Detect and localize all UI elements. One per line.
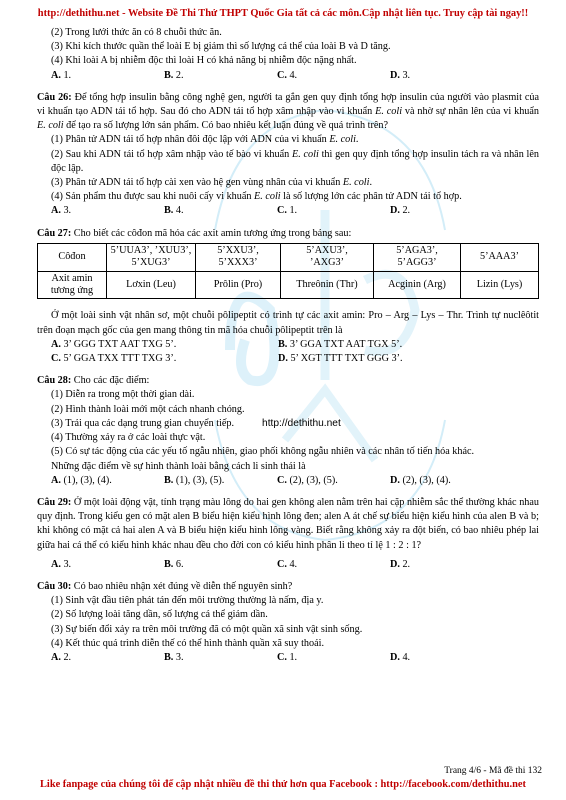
option-c[interactable]: C. 1. — [277, 651, 298, 663]
option-c[interactable]: C. 4. — [277, 69, 298, 81]
option-d[interactable]: D. 5’ XGT TTT TXT GGG 3’. — [278, 353, 403, 365]
question-26-item-1: (1) Phân tử ADN tái tổ hợp nhân đôi độc lập với ADN của vi khuẩn E. coli. — [51, 134, 359, 146]
option-b[interactable]: B. 4. — [164, 205, 184, 217]
question-26-stem: Câu 26: Để tổng hợp insulin bằng công nghệ gen, người ta gắn gen quy định tổng hợp insulin của người vào plasmit của vi khuẩn tạo ADN tái tổ hợp. Sau đó cho ADN tái tổ hợp xâm nhập vào vi khuẩn E. coli và nhờ sự nhân lên của vi khuẩn E. coli để tạo ra số lượng lớn sản phẩm. Có bao nhiêu kết luận đúng về quá trình trên? — [37, 91, 540, 132]
question-27-stem: Câu 27: Cho biết các côđon mã hóa các axit amin tương ứng trong bảng sau: — [37, 227, 352, 239]
option-a[interactable]: A. 3’ GGG TXT AAT TXG 5’. — [51, 338, 177, 350]
question-26-item-4: (4) Sản phẩm thu được sau khi nuôi cấy vi khuẩn E. coli là số lượng lớn các phân tử ADN tái tổ hợp. — [51, 191, 462, 203]
option-d[interactable]: D. 2. — [390, 205, 411, 217]
facebook-footer-link[interactable]: Like fanpage của chúng tôi để cập nhật nhiều đề thi thử hơn qua Facebook : http://facebook.com/dethithu.net — [40, 779, 526, 790]
option-a[interactable]: A. 1. — [51, 69, 72, 81]
codon-header: Côđon — [38, 243, 107, 271]
site-link[interactable]: http://dethithu.net — [262, 417, 341, 429]
exam-page-content — [37, 26, 539, 665]
question-30-item-3: (3) Sự biến đổi xảy ra trên môi trường đã có một quần xã sinh vật sinh sống. — [51, 623, 363, 635]
codon-cell: 5’AAA3’ — [461, 243, 539, 271]
question-28-item-2: (2) Hình thành loài mới một cách nhanh chóng. — [51, 403, 245, 415]
option-d[interactable]: D. (2), (3), (4). — [390, 474, 451, 486]
amino-acid-header: Axit amin tương ứng — [38, 271, 107, 299]
amino-acid-cell: Lizin (Lys) — [461, 271, 539, 299]
question-26-options — [37, 204, 539, 218]
amino-acid-cell: Prôlin (Pro) — [196, 271, 281, 299]
codon-cell: 5’XXU3’, 5’XXX3’ — [196, 243, 281, 271]
codon-row — [38, 243, 539, 271]
amino-acid-row — [38, 271, 539, 299]
codon-table — [37, 243, 539, 300]
question-28-item-1: (1) Diễn ra trong một thời gian dài. — [51, 389, 195, 401]
amino-acid-cell: Acginin (Arg) — [374, 271, 461, 299]
question-30-item-1: (1) Sinh vật đầu tiên phát tán đến môi trường thường là nấm, địa y. — [51, 595, 324, 607]
page-number: Trang 4/6 - Mã đề thi 132 — [444, 766, 542, 776]
question-27-options — [37, 338, 539, 366]
option-d[interactable]: D. 4. — [390, 651, 411, 663]
question-30-item-2: (2) Số lượng loài tăng dần, số lượng cá thể giảm dần. — [51, 609, 268, 621]
prev-question-item-2: (2) Trong lưới thức ăn có 8 chuỗi thức ăn. — [51, 27, 222, 38]
question-30-stem: Câu 30: Có bao nhiêu nhận xét đúng về diễn thế nguyên sinh? — [37, 580, 293, 592]
question-29-options — [37, 558, 539, 572]
codon-cell: 5’AXU3’, ’AXG3’ — [281, 243, 374, 271]
question-28-item-4: (4) Thường xảy ra ở các loài thực vật. — [51, 432, 206, 444]
question-28-conclusion: Những đặc điểm về sự hình thành loài bằng cách li sinh thái là — [51, 460, 306, 472]
question-27-paragraph: Ở một loài sinh vật nhân sơ, một chuỗi pôlipeptit có trình tự các axit amin: Pro – Arg – Lys – Thr. Trình tự nuclêôtit trên đoạn mạch gốc của gen mang thông tin mã hóa chuỗi pôlipeptit trên là — [37, 310, 539, 336]
option-b[interactable]: B. (1), (3), (5). — [164, 474, 225, 486]
option-c[interactable]: C. 5’ GGA TXX TTT TXG 3’. — [51, 353, 177, 365]
question-28-stem: Câu 28: Cho các đặc điểm: — [37, 375, 150, 387]
question-29-stem: Câu 29: Ở một loài động vật, tính trạng màu lông do hai gen không alen nằm trên hai cặp nhiễm sắc thể thường khác nhau quy định. Trong kiểu gen có mặt alen B biểu hiện kiểu hình lông đen; alen A át chế sự biểu hiện kiểu hình của alen B và b; khi không có mặt cả hai alen A và B biểu hiện kiểu hình lông vàng. Biết rằng không xảy ra đột biến, có bao nhiêu phép lai giữa hai cá thể có kiểu hình khác nhau đều cho đời con có kiểu hình phân li theo tỉ lệ 1 : 2 : 1? — [37, 496, 539, 551]
site-header-banner: http://dethithu.net - Website Đề Thi Thử THPT Quốc Gia tất cả các môn.Cập nhật liên tục. Truy cập tài ngay!! — [37, 8, 529, 19]
codon-cell: 5’AGA3’, 5’AGG3’ — [374, 243, 461, 271]
option-c[interactable]: C. 1. — [277, 205, 298, 217]
amino-acid-cell: Threônin (Thr) — [281, 271, 374, 299]
codon-cell: 5’UUA3’, ’XUU3’, 5’XUG3’ — [107, 243, 196, 271]
question-30-item-4: (4) Kết thúc quá trình diễn thế có thể hình thành quần xã suy thoái. — [51, 637, 325, 649]
question-30-options — [37, 651, 539, 665]
option-b[interactable]: B. 2. — [164, 69, 184, 81]
option-d[interactable]: D. 2. — [390, 558, 411, 570]
prev-question-item-3: (3) Khi kích thước quần thể loài E bị giảm thì số lượng cá thể của loài B và D tăng. — [51, 41, 391, 53]
option-a[interactable]: A. (1), (3), (4). — [51, 474, 112, 486]
question-26-item-2: (2) Sau khi ADN tái tổ hợp xâm nhập vào tế bào vi khuẩn E. coli thì gen quy định tổng hợp insulin tách ra và nhân lên độc lập. — [51, 148, 539, 174]
option-b[interactable]: B. 6. — [164, 558, 184, 570]
option-a[interactable]: A. 3. — [51, 558, 72, 570]
question-26-item-3: (3) Phân tử ADN tái tổ hợp cài xen vào hệ gen vùng nhân của vi khuẩn E. coli. — [51, 177, 372, 189]
question-28-options — [37, 474, 539, 488]
option-b[interactable]: B. 3’ GGA TXT AAT TGX 5’. — [278, 338, 403, 350]
amino-acid-cell: Lơxin (Leu) — [107, 271, 196, 299]
option-a[interactable]: A. 3. — [51, 205, 72, 217]
option-c[interactable]: C. (2), (3), (5). — [277, 474, 338, 486]
prev-question-item-4: (4) Khi loài A bị nhiễm độc thì loài H có khả năng bị nhiễm độc nặng nhất. — [51, 55, 357, 67]
question-28-item-5: (5) Có sự tác động của các yếu tố ngẫu nhiên, giao phối không ngẫu nhiên và các nhân tố tiến hóa khác. — [51, 446, 475, 458]
option-a[interactable]: A. 2. — [51, 651, 72, 663]
option-d[interactable]: D. 3. — [390, 69, 411, 81]
question-28-item-3: (3) Trải qua các dạng trung gian chuyển tiếp. http://dethithu.net — [51, 417, 341, 429]
option-c[interactable]: C. 4. — [277, 558, 298, 570]
prev-question-options — [37, 69, 539, 83]
option-b[interactable]: B. 3. — [164, 651, 184, 663]
